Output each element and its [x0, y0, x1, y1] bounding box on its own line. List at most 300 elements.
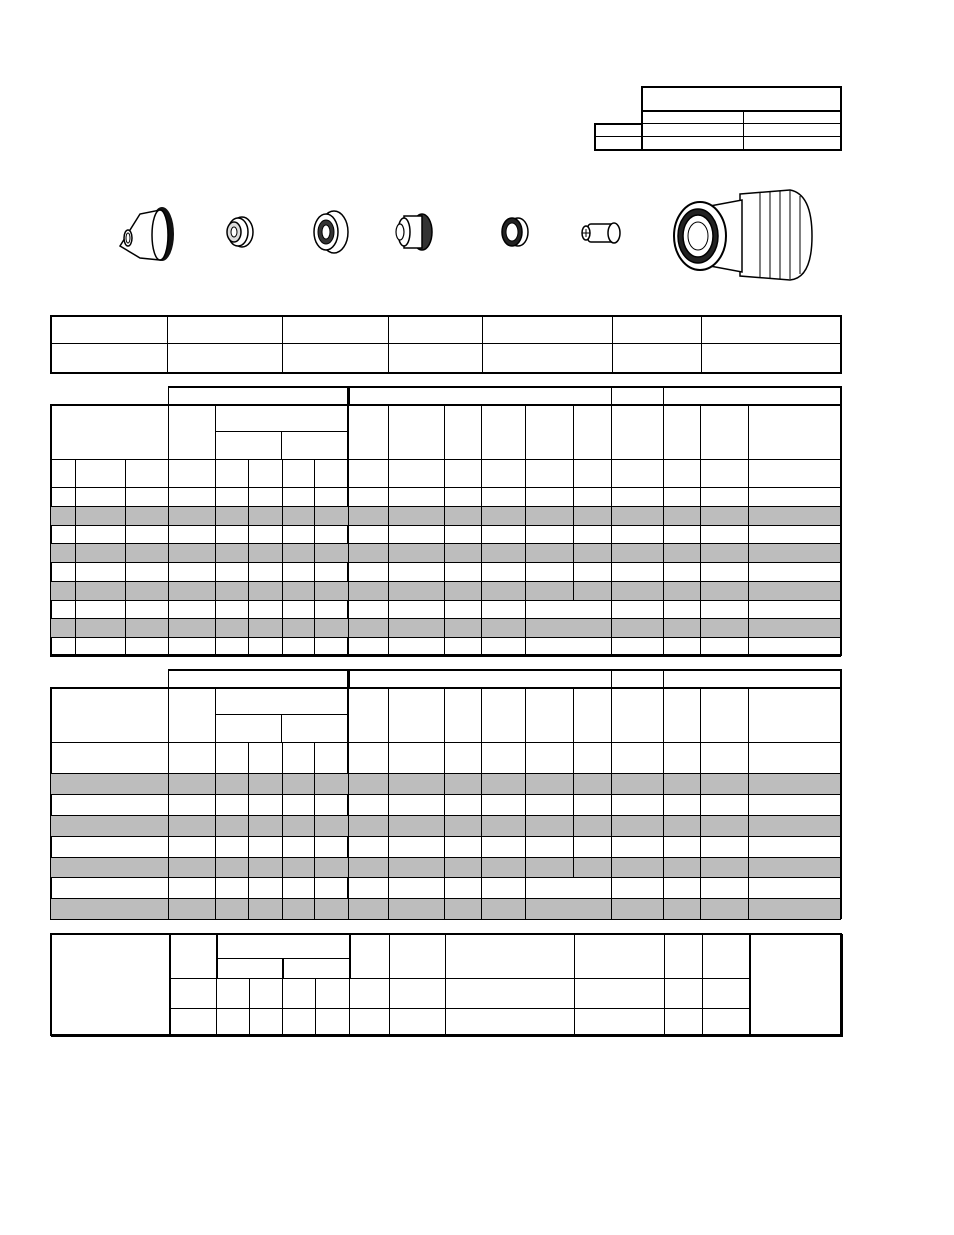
chart-cell — [481, 459, 526, 488]
chart-cell — [125, 487, 169, 507]
part-number-header — [482, 316, 613, 344]
chart-cell — [481, 637, 526, 657]
chart-cell — [573, 742, 612, 774]
chart-cell — [248, 459, 283, 488]
chart-cell — [168, 506, 216, 526]
chart-cell — [700, 487, 749, 507]
chart-cell — [611, 773, 664, 795]
chart-cell — [663, 506, 701, 526]
chart-group-header-cell — [611, 669, 663, 689]
chart-cell — [248, 618, 283, 638]
top-right-row-a — [641, 123, 744, 137]
chart-cell — [444, 794, 482, 816]
part-number-header — [167, 316, 283, 344]
chart-cell — [748, 506, 841, 526]
chart-cell — [573, 857, 612, 879]
chart-cell — [663, 857, 701, 879]
chart-cell — [700, 637, 749, 657]
cut-chart-2 — [50, 669, 842, 919]
chart-cell — [75, 637, 126, 657]
chart-cell — [125, 637, 169, 657]
chart-cell — [611, 877, 664, 899]
chart-cell — [50, 600, 76, 620]
chart-cell — [282, 506, 315, 526]
summary-col — [445, 934, 575, 979]
summary-cell — [249, 978, 283, 1009]
part-number-value — [612, 343, 702, 374]
summary-cell — [282, 1008, 316, 1037]
summary-col — [574, 934, 665, 979]
swirl-ring-small-icon — [496, 214, 536, 254]
chart-cell — [748, 637, 841, 657]
chart-cell — [748, 459, 841, 488]
summary-right — [749, 934, 843, 1037]
chart-cell — [388, 877, 445, 899]
chart-cell — [611, 487, 664, 507]
top-right-row-b — [743, 123, 842, 137]
summary-cell — [445, 1008, 575, 1037]
chart-cell — [348, 815, 389, 837]
chart-cell — [388, 506, 445, 526]
chart-cell — [573, 794, 612, 816]
chart-header-sub — [281, 714, 349, 743]
chart-cell — [748, 836, 841, 858]
chart-cell — [444, 637, 482, 657]
chart-cell — [248, 836, 283, 858]
chart-cell — [282, 543, 315, 563]
electrode-icon — [576, 216, 626, 256]
summary-sub — [282, 958, 351, 979]
chart-cell — [314, 459, 349, 488]
chart-cell — [168, 543, 216, 563]
chart-cell — [282, 600, 315, 620]
chart-cell — [611, 857, 664, 879]
chart-cell — [348, 459, 389, 488]
summary-cell — [574, 1008, 665, 1037]
chart-header-col — [611, 687, 664, 743]
chart-cell — [75, 506, 126, 526]
chart-cell — [168, 562, 216, 582]
chart-cell — [663, 898, 701, 920]
summary-cell — [349, 1008, 390, 1037]
chart-header-col — [168, 687, 216, 743]
chart-cell — [388, 487, 445, 507]
chart-cell — [481, 742, 526, 774]
chart-cell — [700, 857, 749, 879]
chart-cell — [50, 742, 169, 774]
chart-group-header-cell — [348, 386, 611, 406]
chart-cell — [573, 543, 612, 563]
top-right-row-b — [743, 136, 842, 151]
chart-cell — [168, 637, 216, 657]
top-right-row-label — [594, 136, 642, 151]
chart-cell — [50, 506, 76, 526]
chart-cell — [215, 815, 249, 837]
chart-cell — [50, 877, 169, 899]
chart-cell — [481, 543, 526, 563]
chart-cell — [168, 898, 216, 920]
chart-cell — [215, 618, 249, 638]
chart-cell — [282, 857, 315, 879]
chart-group-header-cell — [348, 669, 611, 689]
chart-cell — [282, 637, 315, 657]
chart-cell — [50, 543, 76, 563]
chart-header-label — [50, 687, 169, 743]
chart-cell — [444, 459, 482, 488]
chart-cell — [215, 773, 249, 795]
chart-cell — [282, 836, 315, 858]
chart-cell — [215, 877, 249, 899]
chart-cell — [282, 581, 315, 601]
summary-cell — [445, 978, 575, 1009]
part-number-value — [388, 343, 483, 374]
chart-cell — [444, 877, 482, 899]
chart-cell — [314, 581, 349, 601]
chart-cell — [348, 562, 389, 582]
chart-cell — [388, 742, 445, 774]
chart-cell — [663, 581, 701, 601]
chart-cell — [248, 898, 283, 920]
chart-cell — [215, 637, 249, 657]
chart-cell — [215, 581, 249, 601]
chart-cell — [663, 618, 701, 638]
chart-cell — [282, 459, 315, 488]
nozzle-icon — [390, 208, 440, 258]
chart-cell — [748, 600, 841, 620]
chart-cell — [50, 562, 76, 582]
chart-cell — [248, 815, 283, 837]
chart-cell — [248, 562, 283, 582]
chart-cell — [481, 618, 526, 638]
summary-sub — [216, 958, 284, 979]
chart-cell — [700, 562, 749, 582]
summary-span — [216, 934, 351, 959]
summary-cell — [169, 1008, 217, 1037]
top-right-row-a — [641, 136, 744, 151]
chart-cell — [50, 581, 76, 601]
chart-cell — [481, 898, 526, 920]
chart-cell — [388, 773, 445, 795]
chart-cell — [282, 877, 315, 899]
chart-cell — [525, 637, 612, 657]
chart-cell — [168, 742, 216, 774]
chart-cell — [248, 637, 283, 657]
chart-cell — [444, 836, 482, 858]
summary-col — [389, 934, 446, 979]
chart-cell — [168, 815, 216, 837]
chart-cell — [611, 637, 664, 657]
chart-cell — [348, 836, 389, 858]
chart-cell — [388, 836, 445, 858]
chart-cell — [348, 877, 389, 899]
chart-cell — [75, 459, 126, 488]
chart-cell — [700, 506, 749, 526]
chart-cell — [573, 525, 612, 545]
chart-cell — [50, 857, 169, 879]
chart-cell — [525, 836, 574, 858]
chart-cell — [525, 543, 574, 563]
chart-header-span — [215, 687, 349, 715]
chart-cell — [700, 877, 749, 899]
chart-cell — [700, 898, 749, 920]
chart-cell — [314, 562, 349, 582]
chart-cell — [168, 877, 216, 899]
chart-cell — [481, 815, 526, 837]
chart-header-label — [50, 404, 169, 460]
chart-cell — [314, 815, 349, 837]
cut-chart-1 — [50, 386, 842, 656]
chart-cell — [663, 773, 701, 795]
chart-cell — [748, 618, 841, 638]
summary-cell — [169, 978, 217, 1009]
chart-cell — [525, 794, 574, 816]
top-right-subheader-b — [743, 110, 842, 124]
chart-cell — [700, 600, 749, 620]
summary-label — [51, 934, 171, 1037]
chart-cell — [50, 815, 169, 837]
summary-col — [664, 934, 703, 979]
top-right-row-label — [594, 123, 642, 137]
chart-header-sub — [215, 714, 282, 743]
chart-cell — [248, 581, 283, 601]
chart-header-col — [700, 687, 749, 743]
chart-cell — [314, 543, 349, 563]
chart-cell — [282, 898, 315, 920]
summary-cell — [664, 1008, 703, 1037]
chart-cell — [525, 618, 612, 638]
chart-cell — [573, 815, 612, 837]
chart-header-col — [700, 404, 749, 460]
summary-cell — [389, 978, 446, 1009]
chart-cell — [75, 581, 126, 601]
top-right-subheader-a — [641, 110, 744, 124]
chart-cell — [663, 836, 701, 858]
chart-cell — [663, 637, 701, 657]
summary-cell — [702, 978, 751, 1009]
chart-header-col — [444, 404, 482, 460]
part-number-header — [51, 316, 168, 344]
chart-cell — [75, 487, 126, 507]
chart-cell — [50, 898, 169, 920]
chart-header-col — [663, 687, 701, 743]
chart-group-header-cell — [663, 669, 842, 689]
chart-cell — [215, 600, 249, 620]
chart-cell — [168, 836, 216, 858]
part-number-value — [51, 343, 168, 374]
chart-cell — [75, 600, 126, 620]
chart-cell — [388, 815, 445, 837]
chart-cell — [481, 525, 526, 545]
chart-cell — [525, 459, 574, 488]
chart-cell — [573, 562, 612, 582]
chart-cell — [248, 543, 283, 563]
chart-cell — [611, 898, 664, 920]
chart-cell — [125, 618, 169, 638]
chart-header-col — [525, 687, 574, 743]
chart-cell — [314, 506, 349, 526]
chart-cell — [168, 773, 216, 795]
chart-cell — [663, 877, 701, 899]
chart-cell — [314, 637, 349, 657]
chart-cell — [748, 898, 841, 920]
chart-cell — [282, 618, 315, 638]
chart-cell — [248, 877, 283, 899]
chart-header-col — [748, 687, 841, 743]
chart-header-col — [663, 404, 701, 460]
chart-cell — [348, 857, 389, 879]
chart-cell — [525, 877, 612, 899]
chart-cell — [700, 794, 749, 816]
summary-cell — [389, 1008, 446, 1037]
chart-cell — [700, 543, 749, 563]
torch-body-icon — [670, 186, 820, 286]
chart-cell — [388, 562, 445, 582]
part-number-table — [50, 315, 842, 374]
summary-cell — [702, 1008, 751, 1037]
chart-cell — [75, 543, 126, 563]
chart-cell — [314, 898, 349, 920]
chart-cell — [314, 742, 349, 774]
chart-cell — [525, 562, 574, 582]
chart-cell — [481, 773, 526, 795]
summary-cell — [216, 978, 250, 1009]
part-number-value — [282, 343, 389, 374]
chart-cell — [611, 581, 664, 601]
chart-cell — [168, 487, 216, 507]
chart-group-header-cell — [168, 669, 348, 689]
summary-cell — [315, 978, 350, 1009]
top-right-header — [641, 86, 842, 112]
chart-cell — [125, 506, 169, 526]
chart-cell — [573, 836, 612, 858]
chart-cell — [388, 459, 445, 488]
chart-cell — [348, 618, 389, 638]
chart-cell — [444, 815, 482, 837]
chart-cell — [314, 857, 349, 879]
chart-cell — [50, 836, 169, 858]
chart-cell — [748, 543, 841, 563]
chart-cell — [388, 543, 445, 563]
chart-cell — [314, 877, 349, 899]
chart-cell — [481, 487, 526, 507]
part-number-header — [388, 316, 483, 344]
chart-cell — [700, 836, 749, 858]
chart-cell — [215, 506, 249, 526]
chart-cell — [50, 487, 76, 507]
chart-cell — [75, 562, 126, 582]
chart-cell — [168, 794, 216, 816]
chart-cell — [525, 525, 574, 545]
chart-header-sub — [281, 431, 349, 460]
chart-cell — [525, 487, 574, 507]
chart-cell — [348, 773, 389, 795]
chart-cell — [700, 525, 749, 545]
chart-cell — [444, 525, 482, 545]
summary-table — [50, 933, 842, 1036]
chart-cell — [525, 742, 574, 774]
chart-cell — [125, 543, 169, 563]
chart-cell — [481, 794, 526, 816]
chart-cell — [700, 773, 749, 795]
chart-cell — [215, 459, 249, 488]
chart-cell — [314, 618, 349, 638]
chart-cell — [348, 600, 389, 620]
chart-header-col — [573, 687, 612, 743]
chart-cell — [481, 600, 526, 620]
chart-header-col — [168, 404, 216, 460]
chart-cell — [388, 525, 445, 545]
chart-cell — [215, 562, 249, 582]
chart-cell — [168, 581, 216, 601]
chart-cell — [525, 581, 574, 601]
chart-cell — [611, 459, 664, 488]
chart-cell — [444, 857, 482, 879]
chart-cell — [611, 506, 664, 526]
chart-cell — [748, 562, 841, 582]
swirl-ring-icon — [306, 208, 356, 258]
chart-cell — [282, 773, 315, 795]
chart-cell — [50, 459, 76, 488]
chart-cell — [748, 525, 841, 545]
chart-cell — [663, 459, 701, 488]
chart-cell — [388, 857, 445, 879]
chart-cell — [168, 525, 216, 545]
summary-cell — [282, 978, 316, 1009]
chart-group-header-cell — [168, 386, 348, 406]
chart-cell — [481, 581, 526, 601]
chart-cell — [748, 815, 841, 837]
chart-cell — [388, 637, 445, 657]
chart-cell — [168, 857, 216, 879]
chart-cell — [663, 794, 701, 816]
chart-header-col — [748, 404, 841, 460]
chart-header-col — [611, 404, 664, 460]
chart-cell — [444, 562, 482, 582]
chart-cell — [168, 618, 216, 638]
chart-cell — [748, 877, 841, 899]
chart-cell — [663, 525, 701, 545]
summary-cell — [574, 978, 665, 1009]
chart-cell — [481, 562, 526, 582]
chart-cell — [388, 600, 445, 620]
chart-cell — [481, 506, 526, 526]
chart-cell — [748, 742, 841, 774]
chart-header-col — [525, 404, 574, 460]
chart-header-col — [573, 404, 612, 460]
chart-cell — [663, 562, 701, 582]
chart-cell — [663, 815, 701, 837]
chart-cell — [348, 898, 389, 920]
chart-cell — [348, 525, 389, 545]
chart-cell — [525, 506, 574, 526]
summary-cell — [249, 1008, 283, 1037]
part-number-header — [612, 316, 702, 344]
chart-cell — [663, 487, 701, 507]
chart-cell — [125, 525, 169, 545]
chart-cell — [611, 815, 664, 837]
summary-cell — [664, 978, 703, 1009]
top-right-table — [594, 86, 842, 151]
chart-cell — [125, 459, 169, 488]
chart-cell — [125, 581, 169, 601]
chart-cell — [215, 487, 249, 507]
chart-cell — [388, 581, 445, 601]
chart-cell — [611, 794, 664, 816]
chart-cell — [611, 836, 664, 858]
chart-cell — [573, 459, 612, 488]
chart-cell — [282, 815, 315, 837]
chart-cell — [611, 562, 664, 582]
